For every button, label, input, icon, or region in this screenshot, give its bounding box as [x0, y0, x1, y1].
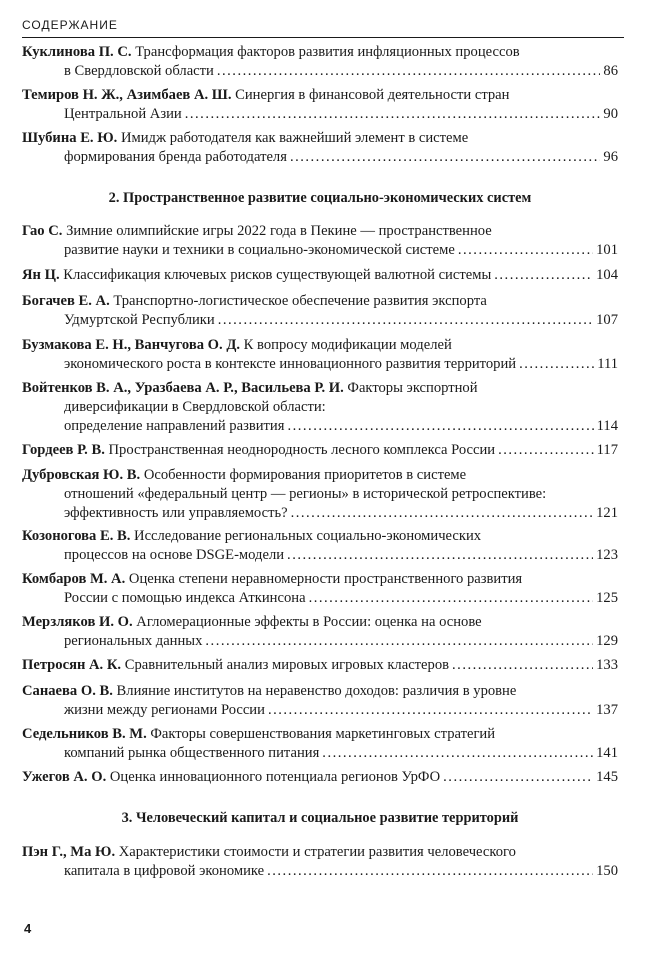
toc-entry-line [22, 336, 618, 355]
toc-leader-dots [494, 266, 593, 285]
toc-entry-text-wrap [64, 546, 284, 565]
toc-entry-line [22, 682, 618, 701]
toc-entry-text-wrap [64, 862, 264, 881]
toc-leader-dots [218, 311, 593, 330]
toc-title-line: Зимние олимпийские игры 2022 года в Пекине — пространственное [66, 223, 492, 239]
toc-title-line: Центральной Азии [64, 106, 182, 122]
toc-entry-line [22, 527, 618, 546]
toc-entry[interactable] [22, 613, 618, 651]
toc-entry[interactable] [22, 725, 618, 763]
toc-author: Богачев Е. А. [22, 293, 110, 309]
toc-entry-text-wrap [22, 441, 495, 460]
toc-title-line: компаний рынка общественного питания [64, 745, 320, 761]
toc-title-line: России с помощью индекса Аткинсона [64, 590, 306, 606]
toc-entry-text-wrap [64, 62, 214, 81]
toc-leader-dots [443, 768, 593, 787]
toc-author: Темиров Н. Ж., Азимбаев А. Ш. [22, 87, 232, 103]
toc-entry-text-wrap [64, 241, 455, 260]
toc-title-line: в Свердловской области [64, 63, 214, 79]
toc-author: Гордеев Р. В. [22, 442, 105, 458]
toc-leader-dots [498, 441, 594, 460]
toc-leader-dots [287, 417, 593, 436]
toc-entry-line [22, 546, 618, 565]
toc-entry-line [22, 266, 618, 285]
toc-title-line: К вопросу модификации моделей [243, 337, 452, 353]
toc-entry-line [22, 589, 618, 608]
toc-page-number: 145 [596, 769, 618, 785]
toc-entry-line [22, 105, 618, 124]
toc-title-line: Сравнительный анализ мировых игровых кластеров [124, 657, 450, 673]
toc-entry-line [22, 613, 618, 632]
toc-page-number: 150 [596, 863, 618, 879]
page-number: 4 [24, 921, 32, 936]
section-heading: 2. Пространственное развитие социально-экономических систем [108, 190, 532, 206]
toc-leader-dots [291, 504, 594, 523]
toc-entry[interactable] [22, 266, 618, 285]
toc-entry-line [22, 862, 618, 881]
toc-entry[interactable] [22, 527, 618, 565]
toc-entry-line [22, 843, 618, 862]
toc-page-number: 114 [596, 418, 618, 434]
toc-entry-text-wrap [64, 504, 288, 523]
toc-title-line: Агломерационные эффекты в России: оценка на основе [136, 614, 482, 630]
toc-title-line: определение направлений развития [64, 418, 285, 434]
toc-entry-line [22, 292, 618, 311]
toc-entry-line [22, 43, 618, 62]
toc-entry-line [22, 656, 618, 675]
toc-entry-line [22, 311, 618, 330]
toc-leader-dots [290, 148, 600, 167]
toc-entry[interactable] [22, 86, 618, 124]
toc-leader-dots [458, 241, 593, 260]
toc-leader-dots [185, 105, 601, 124]
toc-entry-text-wrap [22, 768, 440, 787]
toc-title-line: Пространственная неоднородность лесного комплекса России [108, 442, 496, 458]
toc-entry-line [22, 222, 618, 241]
toc-title-line: экономического роста в контексте инновационного развития территорий [64, 356, 517, 372]
toc-title-line: развитие науки и техники в социально-экономической системе [64, 242, 455, 258]
toc-leader-dots [309, 589, 594, 608]
toc-entry-line [22, 744, 618, 763]
toc-author: Войтенков В. А., Уразбаева А. Р., Васильева Р. И. [22, 380, 344, 396]
toc-leader-dots [205, 632, 593, 651]
toc-leader-dots [287, 546, 593, 565]
toc-entry[interactable] [22, 222, 618, 260]
toc-entry-line [22, 632, 618, 651]
toc-entry-line [22, 379, 618, 398]
toc-title-line: диверсификации в Свердловской области: [64, 399, 326, 415]
toc-title-line: Классификация ключевых рисков существующей валютной системы [63, 267, 492, 283]
toc-entry-line [22, 570, 618, 589]
toc-entry-line [22, 148, 618, 167]
toc-author: Шубина Е. Ю. [22, 130, 118, 146]
toc-entry[interactable] [22, 682, 618, 720]
toc-entry-text-wrap [64, 589, 306, 608]
toc-title-line: Транспортно-логистическое обеспечение развития экспорта [113, 293, 487, 309]
toc-author: Мерзляков И. О. [22, 614, 133, 630]
toc-leader-dots [519, 355, 594, 374]
toc-author: Дубровская Ю. В. [22, 467, 141, 483]
section-heading: 3. Человеческий капитал и социальное развитие территорий [121, 810, 519, 826]
toc-entry-line [22, 129, 618, 148]
toc-page-number: 123 [596, 547, 618, 563]
toc-entry-line [22, 701, 618, 720]
toc-entry-text-wrap [64, 105, 182, 124]
toc-title-line: Удмуртской Республики [64, 312, 215, 328]
toc-entry-line [22, 441, 618, 460]
toc-title-line: отношений «федеральный центр — регионы» в исторической ретроспективе: [64, 486, 547, 502]
toc-author: Ян Ц. [22, 267, 60, 283]
toc-page-number: 121 [596, 505, 618, 521]
toc-title-line: формирования бренда работодателя [64, 149, 287, 165]
toc-title-line: Характеристики стоимости и стратегии развития человеческого [118, 844, 516, 860]
toc-page-number: 90 [603, 106, 618, 122]
toc-entry-line [22, 355, 618, 374]
toc-title-line: региональных данных [64, 633, 203, 649]
toc-page-number: 86 [603, 63, 618, 79]
toc-entry[interactable] [22, 570, 618, 608]
toc-page-number: 101 [596, 242, 618, 258]
toc-author: Гао С. [22, 223, 63, 239]
toc-author: Бузмакова Е. Н., Ванчугова О. Д. [22, 337, 241, 353]
toc-entry-text-wrap [64, 417, 284, 436]
toc-entry-line [22, 241, 618, 260]
toc-page-number: 111 [597, 356, 618, 372]
toc-entry-text-wrap [22, 656, 449, 675]
toc-entry[interactable] [22, 379, 618, 436]
toc-title-line: капитала в цифровой экономике [64, 863, 265, 879]
toc-page-number: 117 [596, 442, 618, 458]
toc-title-line: Трансформация факторов развития инфляционных процессов [135, 44, 520, 60]
toc-entry[interactable] [22, 656, 618, 675]
toc-entry-line [22, 725, 618, 744]
toc-entry[interactable] [22, 441, 618, 460]
toc-entry[interactable] [22, 466, 618, 523]
toc-entry-text-wrap [64, 701, 265, 720]
toc-title-line: Исследование региональных социально-экономических [134, 528, 482, 544]
toc-author: Козоногова Е. В. [22, 528, 131, 544]
toc-author: Пэн Г., Ма Ю. [22, 844, 116, 860]
toc-page-number: 137 [596, 702, 618, 718]
toc-page-number: 96 [603, 149, 618, 165]
toc-title-line: Факторы экспортной [347, 380, 478, 396]
toc-entry-line [22, 504, 618, 523]
toc-entry-line [22, 62, 618, 81]
toc-title-line: Имидж работодателя как важнейший элемент в системе [120, 130, 469, 146]
toc-title-line: Синергия в финансовой деятельности стран [235, 87, 510, 103]
toc-title-line: Влияние институтов на неравенство доходов: различия в уровне [116, 683, 517, 699]
toc-title-line: Особенности формирования приоритетов в системе [143, 467, 467, 483]
toc-entry[interactable] [22, 843, 618, 881]
toc-entry-text-wrap [64, 632, 202, 651]
toc-entry-text-wrap [64, 355, 516, 374]
toc-entry[interactable] [22, 292, 618, 330]
toc-title-line: Оценка инновационного потенциала регионов УрФО [109, 769, 441, 785]
toc-entry[interactable] [22, 43, 618, 81]
toc-title-line: эффективность или управляемость? [64, 505, 288, 521]
toc-author: Куклинова П. С. [22, 44, 132, 60]
running-head: СОДЕРЖАНИЕ [22, 18, 118, 32]
toc-page-number: 125 [596, 590, 618, 606]
toc-page-number: 133 [596, 657, 618, 673]
toc-author: Петросян А. К. [22, 657, 122, 673]
toc-entry-line [22, 485, 618, 504]
header-rule [22, 37, 624, 38]
toc-title-line: процессов на основе DSGE-модели [64, 547, 285, 563]
toc-leader-dots [268, 701, 593, 720]
toc-entry-line [22, 768, 618, 787]
toc-entry[interactable] [22, 768, 618, 787]
toc-author: Седельников В. М. [22, 726, 147, 742]
toc-leader-dots [322, 744, 593, 763]
toc-author: Санаева О. В. [22, 683, 113, 699]
toc-entry-line [22, 86, 618, 105]
toc-author: Ужегов А. О. [22, 769, 107, 785]
toc-leader-dots [452, 656, 593, 675]
toc-page-number: 141 [596, 745, 618, 761]
toc-entry-line [22, 417, 618, 436]
toc-page-number: 107 [596, 312, 618, 328]
toc-entry-line [22, 466, 618, 485]
toc-page-number: 104 [596, 267, 618, 283]
toc-entry-line [22, 398, 618, 417]
toc-entry-text-wrap [64, 744, 319, 763]
toc-entry-text-wrap [64, 148, 287, 167]
toc-entry-text-wrap [22, 266, 491, 285]
toc-leader-dots [267, 862, 593, 881]
toc-title-line: Факторы совершенствования маркетинговых стратегий [150, 726, 496, 742]
toc-entry-text-wrap [64, 311, 215, 330]
toc-title-line: жизни между регионами России [64, 702, 265, 718]
toc-author: Комбаров М. А. [22, 571, 126, 587]
toc-entry[interactable] [22, 336, 618, 374]
toc-page-number: 129 [596, 633, 618, 649]
toc-title-line: Оценка степени неравномерности пространственного развития [128, 571, 523, 587]
toc-leader-dots [217, 62, 601, 81]
toc-entry[interactable] [22, 129, 618, 167]
